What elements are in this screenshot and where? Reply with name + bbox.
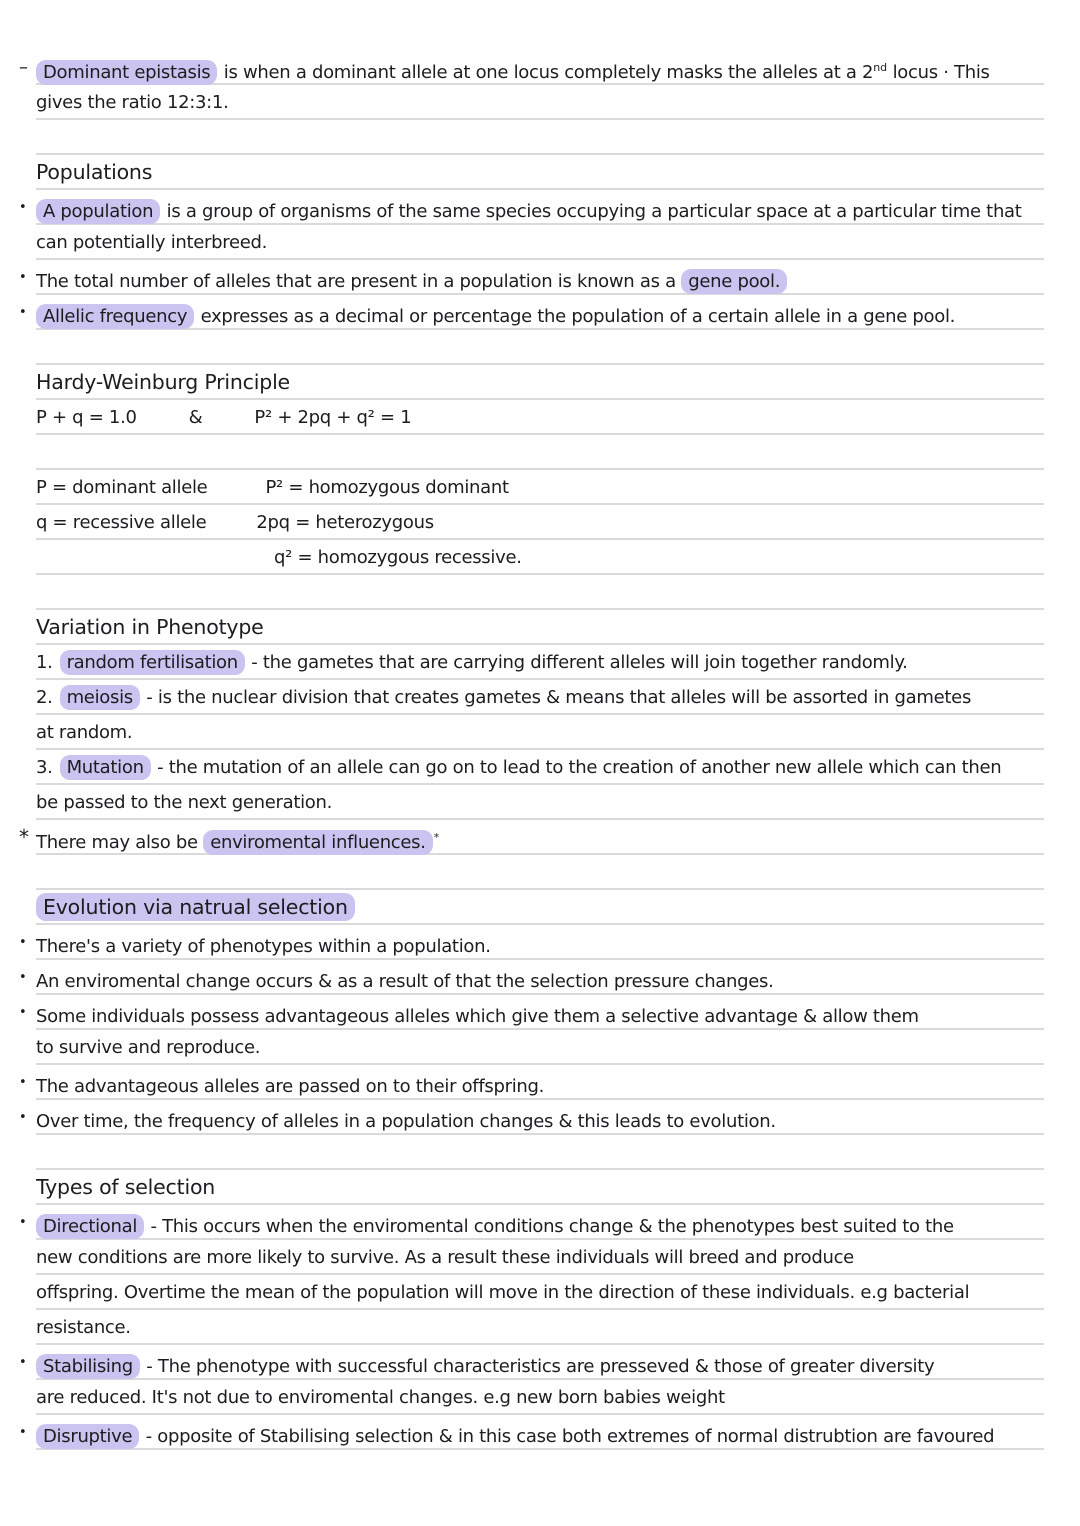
note-text: q = recessive allele xyxy=(36,512,207,533)
note-text: gives the ratio 12:3:1. xyxy=(36,92,229,113)
highlighted-term: A population xyxy=(36,199,160,224)
note-text: P² + 2pq + q² = 1 xyxy=(254,407,412,428)
column-gap xyxy=(137,422,189,423)
note-line xyxy=(36,1030,1044,1065)
note-line xyxy=(19,1100,1044,1135)
section-heading xyxy=(36,365,1044,400)
note-line xyxy=(36,1240,1044,1275)
note-text: An enviromental change occurs & as a result of that the selection pressure changes. xyxy=(36,971,774,992)
column-gap xyxy=(207,492,265,493)
section-heading xyxy=(36,1170,1044,1205)
note-text: at random. xyxy=(36,722,133,743)
note-text: be passed to the next generation. xyxy=(36,792,333,813)
note-line xyxy=(19,820,1044,855)
note-text: P² = homozygous dominant xyxy=(265,477,509,498)
note-line xyxy=(19,1415,1044,1450)
bullet-marker: * xyxy=(19,825,29,849)
highlighted-term: Mutation xyxy=(60,755,151,780)
bullet-marker: • xyxy=(19,305,27,320)
bullet-marker: 3. xyxy=(36,757,53,778)
bullet-marker: • xyxy=(19,1110,27,1125)
bullet-marker: • xyxy=(19,935,27,950)
note-line xyxy=(36,1310,1044,1345)
highlighted-term: Evolution via natrual selection xyxy=(36,893,355,921)
note-text: - the gametes that are carrying different alleles will join together randomly. xyxy=(245,652,908,673)
bullet-marker: • xyxy=(19,1075,27,1090)
note-text: is when a dominant allele at one locus completely masks the alleles at a 2 xyxy=(218,62,874,83)
note-text: P + q = 1.0 xyxy=(36,407,137,428)
highlighted-term: Directional xyxy=(36,1214,144,1239)
note-text: There's a variety of phenotypes within a population. xyxy=(36,936,491,957)
note-text: Types of selection xyxy=(36,1175,216,1199)
bullet-marker: • xyxy=(19,1215,27,1230)
bullet-marker: • xyxy=(19,1005,27,1020)
note-text: locus · This xyxy=(887,62,990,83)
bullet-marker: • xyxy=(19,200,27,215)
note-text: The advantageous alleles are passed on to their offspring. xyxy=(36,1076,545,1097)
bullet-marker: • xyxy=(19,1355,27,1370)
note-line xyxy=(36,680,1044,715)
note-line xyxy=(36,1275,1044,1310)
ruled-blank-line xyxy=(36,330,1044,365)
note-text: Some individuals possess advantageous alleles which give them a selective advantage & allow them xyxy=(36,1006,919,1027)
note-text: are reduced. It's not due to enviromental changes. e.g new born babies weight xyxy=(36,1387,725,1408)
note-text: Variation in Phenotype xyxy=(36,615,264,639)
bullet-marker: • xyxy=(19,970,27,985)
note-text: resistance. xyxy=(36,1317,131,1338)
note-text: to survive and reproduce. xyxy=(36,1037,261,1058)
highlighted-term: gene pool. xyxy=(681,269,787,294)
note-text: Populations xyxy=(36,160,153,184)
note-text: P = dominant allele xyxy=(36,477,208,498)
note-line xyxy=(36,400,1044,435)
note-text: - The phenotype with successful characteristics are presseved & those of greater diversity xyxy=(140,1356,935,1377)
section-heading xyxy=(36,610,1044,645)
ruled-blank-line xyxy=(36,435,1044,470)
note-text: offspring. Overtime the mean of the population will move in the direction of these individuals. e.g bacterial xyxy=(36,1282,970,1303)
note-text: & xyxy=(188,407,203,428)
highlighted-term: enviromental influences. xyxy=(203,830,433,855)
note-text: nd xyxy=(873,61,888,74)
note-line xyxy=(19,995,1044,1030)
notes-content xyxy=(19,50,1044,1450)
note-text: - is the nuclear division that creates gametes & means that alleles will be assorted in gametes xyxy=(140,687,972,708)
note-line xyxy=(19,1345,1044,1380)
note-text: Hardy-Weinburg Principle xyxy=(36,370,290,394)
note-text: - This occurs when the enviromental conditions change & the phenotypes best suited to the xyxy=(145,1216,954,1237)
highlighted-term: Stabilising xyxy=(36,1354,140,1379)
note-line xyxy=(36,1380,1044,1415)
bullet-marker: – xyxy=(19,57,28,78)
bullet-marker: 2. xyxy=(36,687,53,708)
section-heading xyxy=(36,155,1044,190)
note-text: expresses as a decimal or percentage the population of a certain allele in a gene pool. xyxy=(195,306,956,327)
note-text: The total number of alleles that are present in a population is known as a xyxy=(36,271,682,292)
bullet-marker: 1. xyxy=(36,652,53,673)
note-line xyxy=(36,470,1044,505)
ruled-blank-line xyxy=(36,1135,1044,1170)
note-text: can potentially interbreed. xyxy=(36,232,268,253)
note-text: Over time, the frequency of alleles in a population changes & this leads to evolution. xyxy=(36,1111,776,1132)
highlighted-term: Allelic frequency xyxy=(36,304,194,329)
note-text: q² = homozygous recessive. xyxy=(274,547,522,568)
note-line xyxy=(36,645,1044,680)
highlighted-term: random fertilisation xyxy=(60,650,245,675)
bullet-marker: • xyxy=(19,270,27,285)
note-line xyxy=(19,295,1044,330)
note-line xyxy=(19,1205,1044,1240)
note-line xyxy=(19,1065,1044,1100)
ruled-blank-line xyxy=(36,575,1044,610)
column-gap xyxy=(206,527,256,528)
ruled-blank-line xyxy=(36,120,1044,155)
note-line xyxy=(19,50,1044,85)
bullet-marker: • xyxy=(19,1425,27,1440)
note-line xyxy=(19,925,1044,960)
note-text: new conditions are more likely to survive. As a result these individuals will breed and produce xyxy=(36,1247,854,1268)
note-text: There may also be xyxy=(36,832,204,853)
ruled-blank-line xyxy=(36,855,1044,890)
note-line xyxy=(36,785,1044,820)
note-line xyxy=(19,960,1044,995)
note-text: - opposite of Stabilising selection & in this case both extremes of normal distrubtion are favoured xyxy=(140,1426,995,1447)
note-line xyxy=(19,190,1044,225)
note-line xyxy=(36,225,1044,260)
highlighted-term: meiosis xyxy=(60,685,140,710)
note-text: * xyxy=(433,831,440,844)
note-text: 2pq = heterozygous xyxy=(256,512,434,533)
column-gap xyxy=(36,562,274,563)
note-line xyxy=(36,750,1044,785)
column-gap xyxy=(202,422,254,423)
note-line xyxy=(36,540,1044,575)
highlighted-term: Disruptive xyxy=(36,1424,139,1449)
section-heading xyxy=(36,890,1044,925)
note-text: is a group of organisms of the same species occupying a particular space at a particular time that xyxy=(161,201,1022,222)
note-line xyxy=(19,260,1044,295)
note-line xyxy=(36,505,1044,540)
note-line xyxy=(36,85,1044,120)
highlighted-term: Dominant epistasis xyxy=(36,60,217,85)
note-text: - the mutation of an allele can go on to lead to the creation of another new allele which can then xyxy=(151,757,1002,778)
note-line xyxy=(36,715,1044,750)
